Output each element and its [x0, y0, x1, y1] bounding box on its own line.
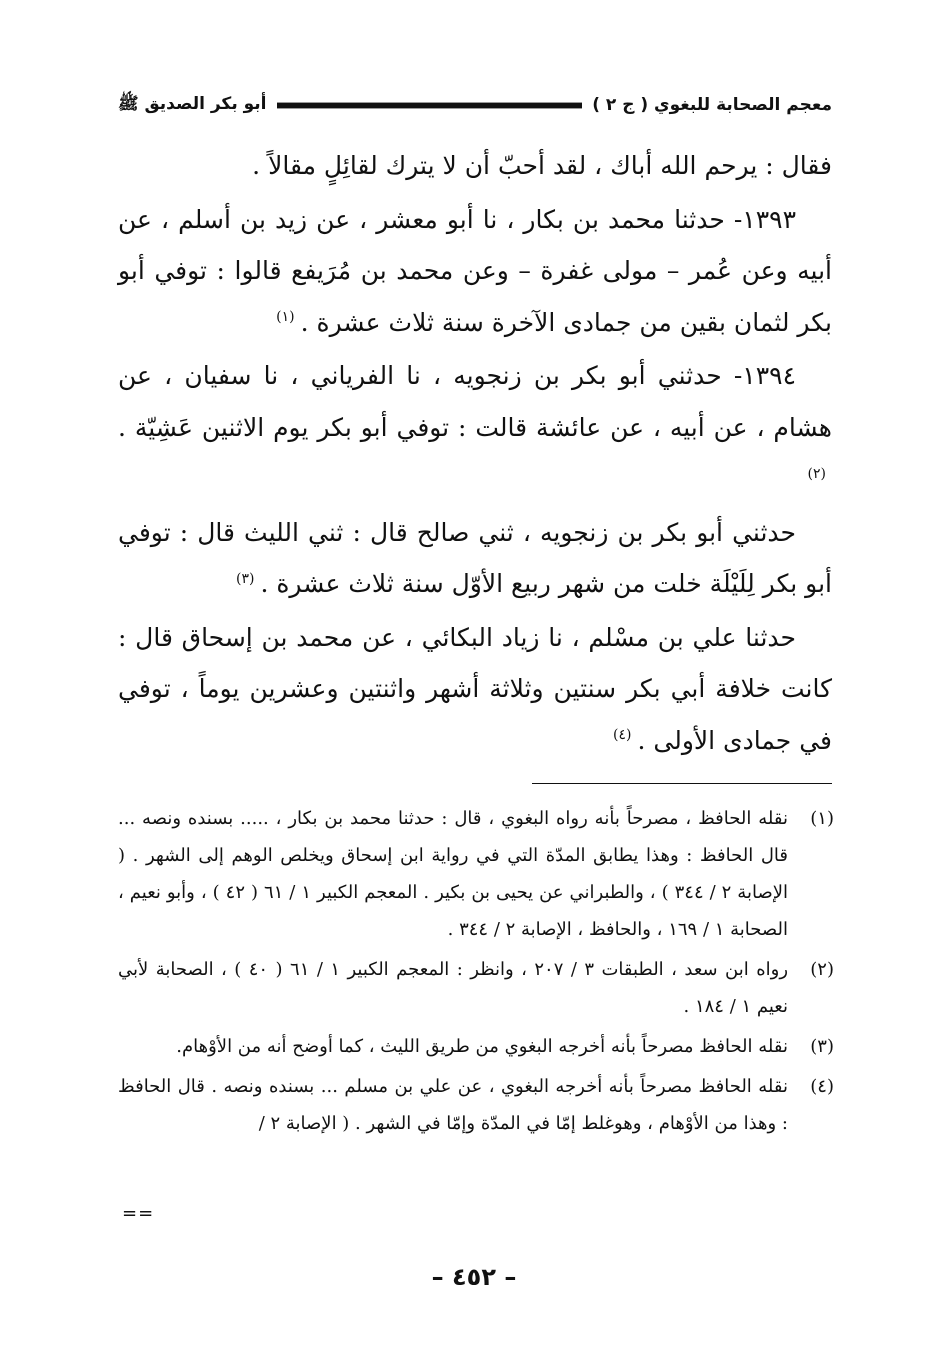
paragraph [118, 612, 832, 767]
footnote [118, 1028, 834, 1065]
footnote [118, 951, 834, 1025]
header-rule [277, 102, 583, 108]
footnote-text: نقله الحافظ ، مصرحاً بأنه رواه البغوي ، قال : حدثنا محمد بن بكار ، ..... بسنده ونصه ... قال الحافظ : وهذا يطابق المدّة التي في رواية ابن إسحاق ويخلص الوهم إلى الشهر . ( الإصابة ٢ / ٣٤٤ ) ، والطبراني عن يحيى بن بكير . المعجم الكبير ١ / ٦١ ( ٤٢ ) ، وأبو نعيم ، الصحابة ١ / ١٦٩ ، والحافظ ، الإصابة ٢ / ٣٤٤ . [118, 808, 789, 940]
paragraph-text: ١٣٩٤- حدثني أبو بكر بن زنجويه ، نا الفرياني ، نا سفيان ، عن هشام ، عن أبيه ، عن عائشة قالت : توفي أبو بكر يوم الاثنين عَشِيّة . [118, 361, 832, 442]
footnote [118, 1068, 834, 1142]
paragraph-text: ١٣٩٣- حدثنا محمد بن بكار ، نا أبو معشر ، عن زيد بن أسلم ، عن أبيه وعن عُمر – مولى غفرة – وعن محمد بن مُرَيفع قالوا : توفي أبو بكر لثمان بقين من جمادى الآخرة سنة ثلاث عشرة . [118, 204, 832, 337]
footnote-separator [532, 783, 832, 784]
footnote-number: (١) [810, 808, 834, 829]
footnote-ref[interactable]: (٣) [235, 570, 255, 587]
running-header [118, 88, 832, 122]
footnote-text: رواه ابن سعد ، الطبقات ٣ / ٢٠٧ ، وانظر : المعجم الكبير ١ / ٦١ ( ٤٠ ) ، الصحابة لأبي نعيم ١ / ١٨٤ . [118, 959, 789, 1017]
book-title: معجم الصحابة للبغوي ( ج ٢ ) [592, 95, 832, 115]
paragraph-text: فقال : يرحم الله أباك ، لقد أحبّ أن لا يترك لقائِلٍ مقالاً . [252, 151, 832, 180]
paragraph-text: حدثني أبو بكر بن زنجويه ، ثني صالح قال : ثني الليث قال : توفي أبو بكر لِلَيْلَة خلت من شهر ربيع الأوّل سنة ثلاث عشرة . [118, 517, 832, 598]
paragraph [118, 194, 832, 349]
main-text [118, 140, 832, 766]
footnote-text: نقله الحافظ مصرحاً بأنه أخرجه البغوي ، عن علي بن مسلم ... بسنده ونصه . قال الحافظ : وهذا من الأوْهام ، وهوغلط إمّا في المدّة وإمّا في الشهر . ( الإصابة ٢ / [118, 1076, 788, 1134]
footnote-number: (٣) [810, 1036, 834, 1057]
footnote [118, 800, 834, 948]
footnote-ref[interactable]: (٢) [807, 465, 826, 482]
chapter-title: أبو بكر الصديق ﷺ [118, 93, 267, 114]
paragraph [118, 140, 832, 192]
paragraph-text: حدثنا علي بن مسْلم ، نا زياد البكائي ، عن محمد بن إسحاق قال : كانت خلافة أبي بكر سنتين وثلاثة أشهر واثنتين وعشرين يوماً ، توفي في جمادى الأولى . [118, 622, 832, 755]
footnotes [118, 800, 834, 1145]
footnote-text: نقله الحافظ مصرحاً بأنه أخرجه البغوي من طريق الليث ، كما أوضح أنه من الأوْهام. [176, 1036, 788, 1057]
footnote-number: (٢) [810, 959, 834, 980]
page-number: – ٤٥٢ – [431, 1263, 517, 1291]
paragraph [118, 350, 832, 505]
footnote-ref[interactable]: (١) [276, 309, 295, 326]
footnote-number: (٤) [810, 1076, 834, 1097]
continuation-mark: == [122, 1203, 155, 1224]
paragraph [118, 507, 832, 610]
footnote-ref[interactable]: (٤) [613, 727, 632, 744]
